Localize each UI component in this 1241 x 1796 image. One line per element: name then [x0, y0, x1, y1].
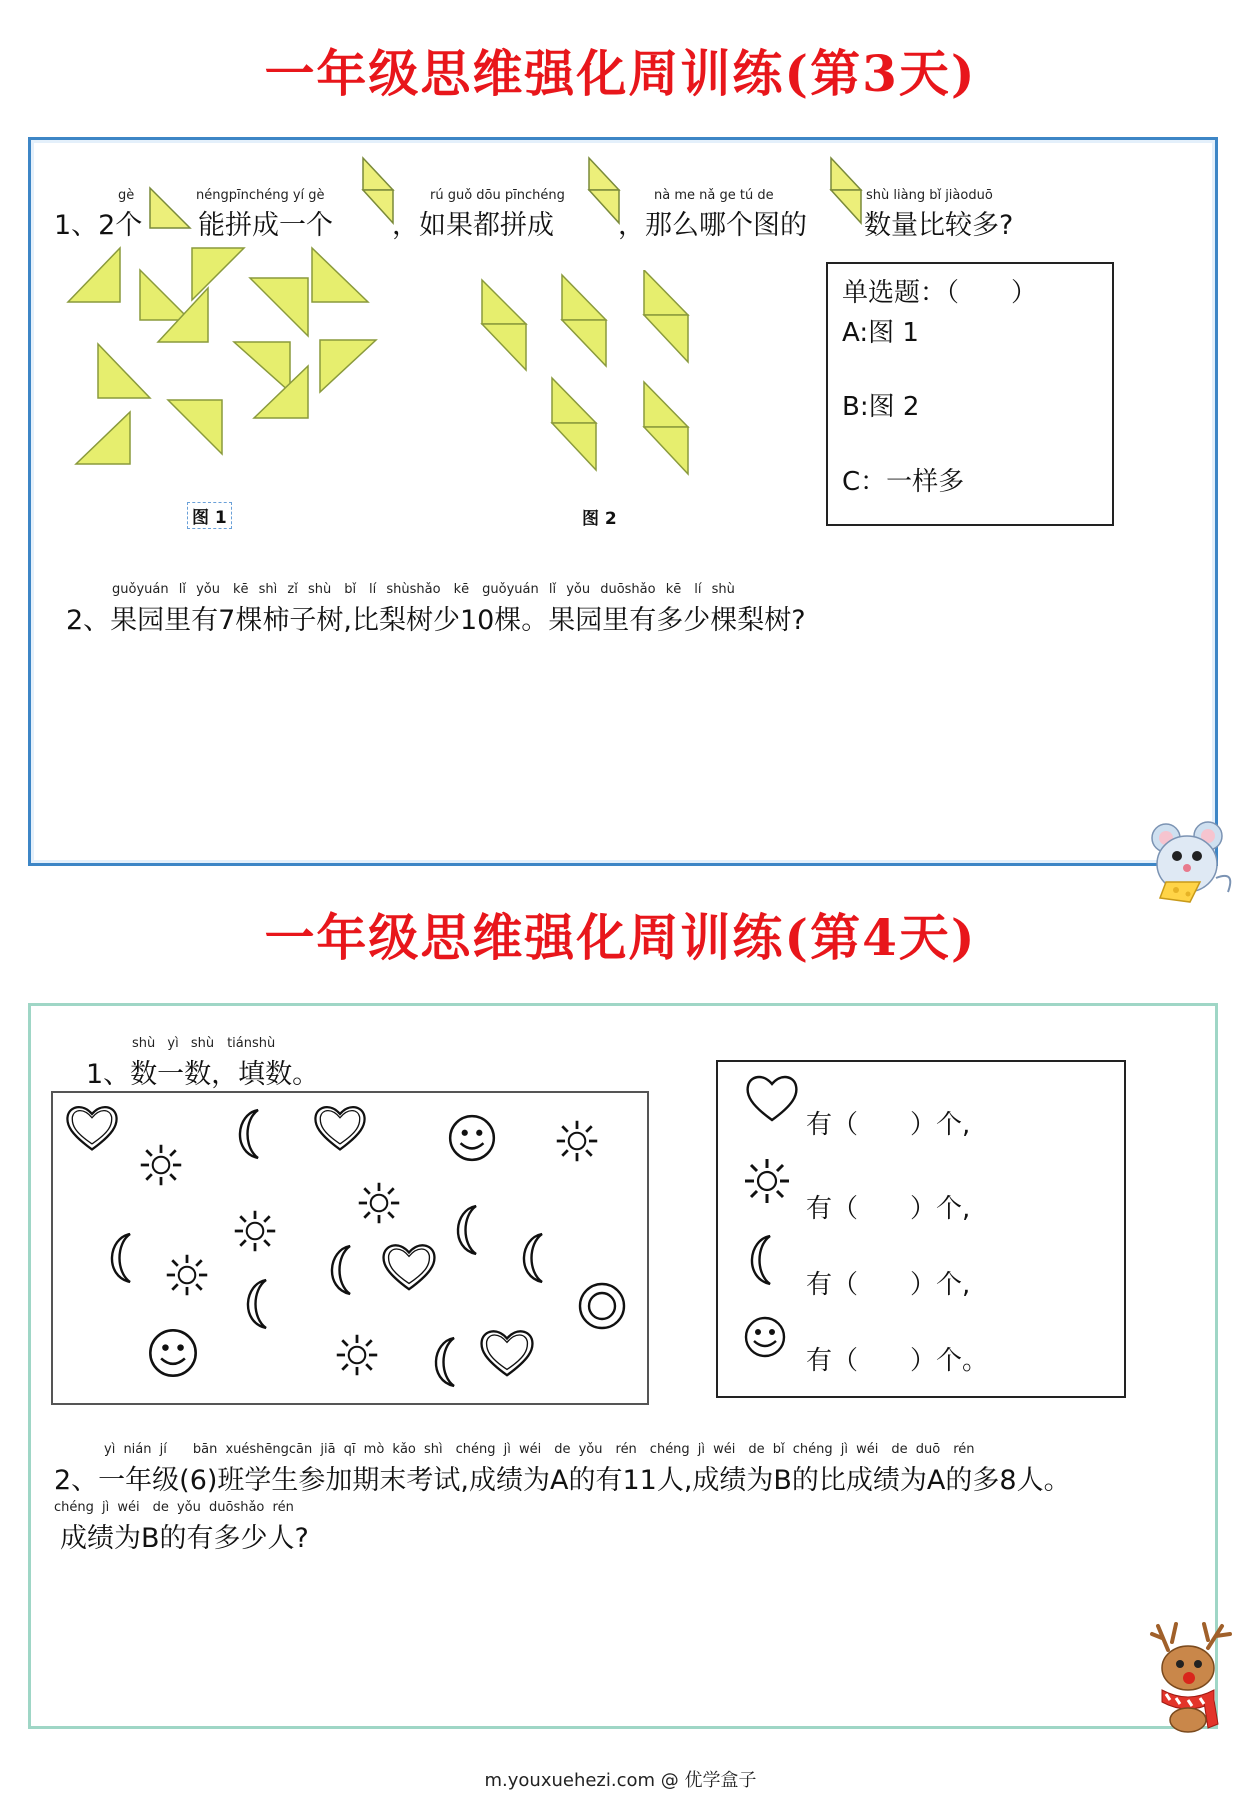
day4-title: 一年级思维强化周训练(第4天)	[264, 908, 977, 967]
day4-q1-pinyin: shù yì shù tiánshù	[132, 1036, 276, 1051]
q1-part5: 数量比较多?	[864, 210, 1014, 241]
choice-header: 单选题：（ ）	[842, 278, 1038, 308]
pinyin-ge: gè	[118, 188, 135, 203]
choice-b[interactable]: B:图 2	[842, 392, 920, 422]
counting-picture	[50, 1090, 650, 1406]
q1-part1: 1、2个	[54, 210, 143, 241]
day4-q2-line2: 成绩为B的有多少人?	[60, 1523, 309, 1554]
reindeer-mascot-icon	[1148, 1620, 1238, 1736]
day4-q1-text: 1、数一数，填数。	[86, 1059, 320, 1090]
day4-q2-line1: 2、一年级(6)班学生参加期末考试,成绩为A的有11人,成绩为B的比成绩为A的多8人。	[54, 1465, 1071, 1496]
mouse-mascot-icon	[1144, 818, 1238, 904]
q2-text: 2、果园里有7棵柿子树,比梨树少10棵。果园里有多少棵梨树?	[66, 605, 806, 636]
q2-pinyin: guǒyuán lǐ yǒu kē shì zǐ shù bǐ lí shùshǎo kē guǒyuán lǐ yǒu duōshǎo kē lí shù	[112, 582, 735, 597]
fill-smile[interactable]: 有（ ）个。	[806, 1346, 989, 1376]
fill-moon[interactable]: 有（ ）个,	[806, 1270, 971, 1300]
figure-1-label: 图 1	[187, 502, 232, 529]
q1-part2: 能拼成一个	[198, 210, 333, 241]
moon-icon	[740, 1232, 780, 1288]
choice-c[interactable]: C：一样多	[842, 467, 965, 497]
q1-part4: ，那么哪个图的	[618, 210, 807, 241]
choice-a[interactable]: A:图 1	[842, 318, 919, 348]
pinyin-name: nà me nǎ ge tú de	[654, 188, 774, 203]
day4-q2-pinyin-1: yì nián jí bān xuéshēngcān jiā qī mò kǎo shì chéng jì wéi de yǒu rén chéng jì wéi de bǐ chéng jì wéi de duō rén	[104, 1442, 975, 1457]
fill-sun[interactable]: 有（ ）个,	[806, 1194, 971, 1224]
pinyin-shuliang: shù liàng bǐ jiàoduō	[866, 188, 993, 203]
parallelogram-icon	[360, 155, 396, 227]
day4-q2-pinyin-2: chéng jì wéi de yǒu duōshǎo rén	[54, 1500, 294, 1515]
fill-heart[interactable]: 有（ ）个,	[806, 1110, 971, 1140]
triangle-icon	[146, 184, 194, 232]
parallelogram-icon-3	[828, 155, 864, 227]
pinyin-ruguo: rú guǒ dōu pīnchéng	[430, 188, 565, 203]
smile-icon	[742, 1314, 788, 1360]
parallelogram-icon-2	[586, 155, 622, 227]
figure-2-parallelograms	[472, 270, 712, 480]
pinyin-nengpin: néngpīnchéng yí gè	[196, 188, 325, 203]
figure-1-triangles	[58, 240, 388, 480]
figure-2-label: 图 2	[582, 509, 617, 529]
heart-icon	[744, 1072, 800, 1124]
sun-icon	[742, 1156, 792, 1206]
footer-text: m.youxuehezi.com @ 优学盒子	[484, 1770, 757, 1791]
q1-part3: ，如果都拼成	[392, 210, 554, 241]
day3-title: 一年级思维强化周训练(第3天)	[264, 44, 977, 103]
